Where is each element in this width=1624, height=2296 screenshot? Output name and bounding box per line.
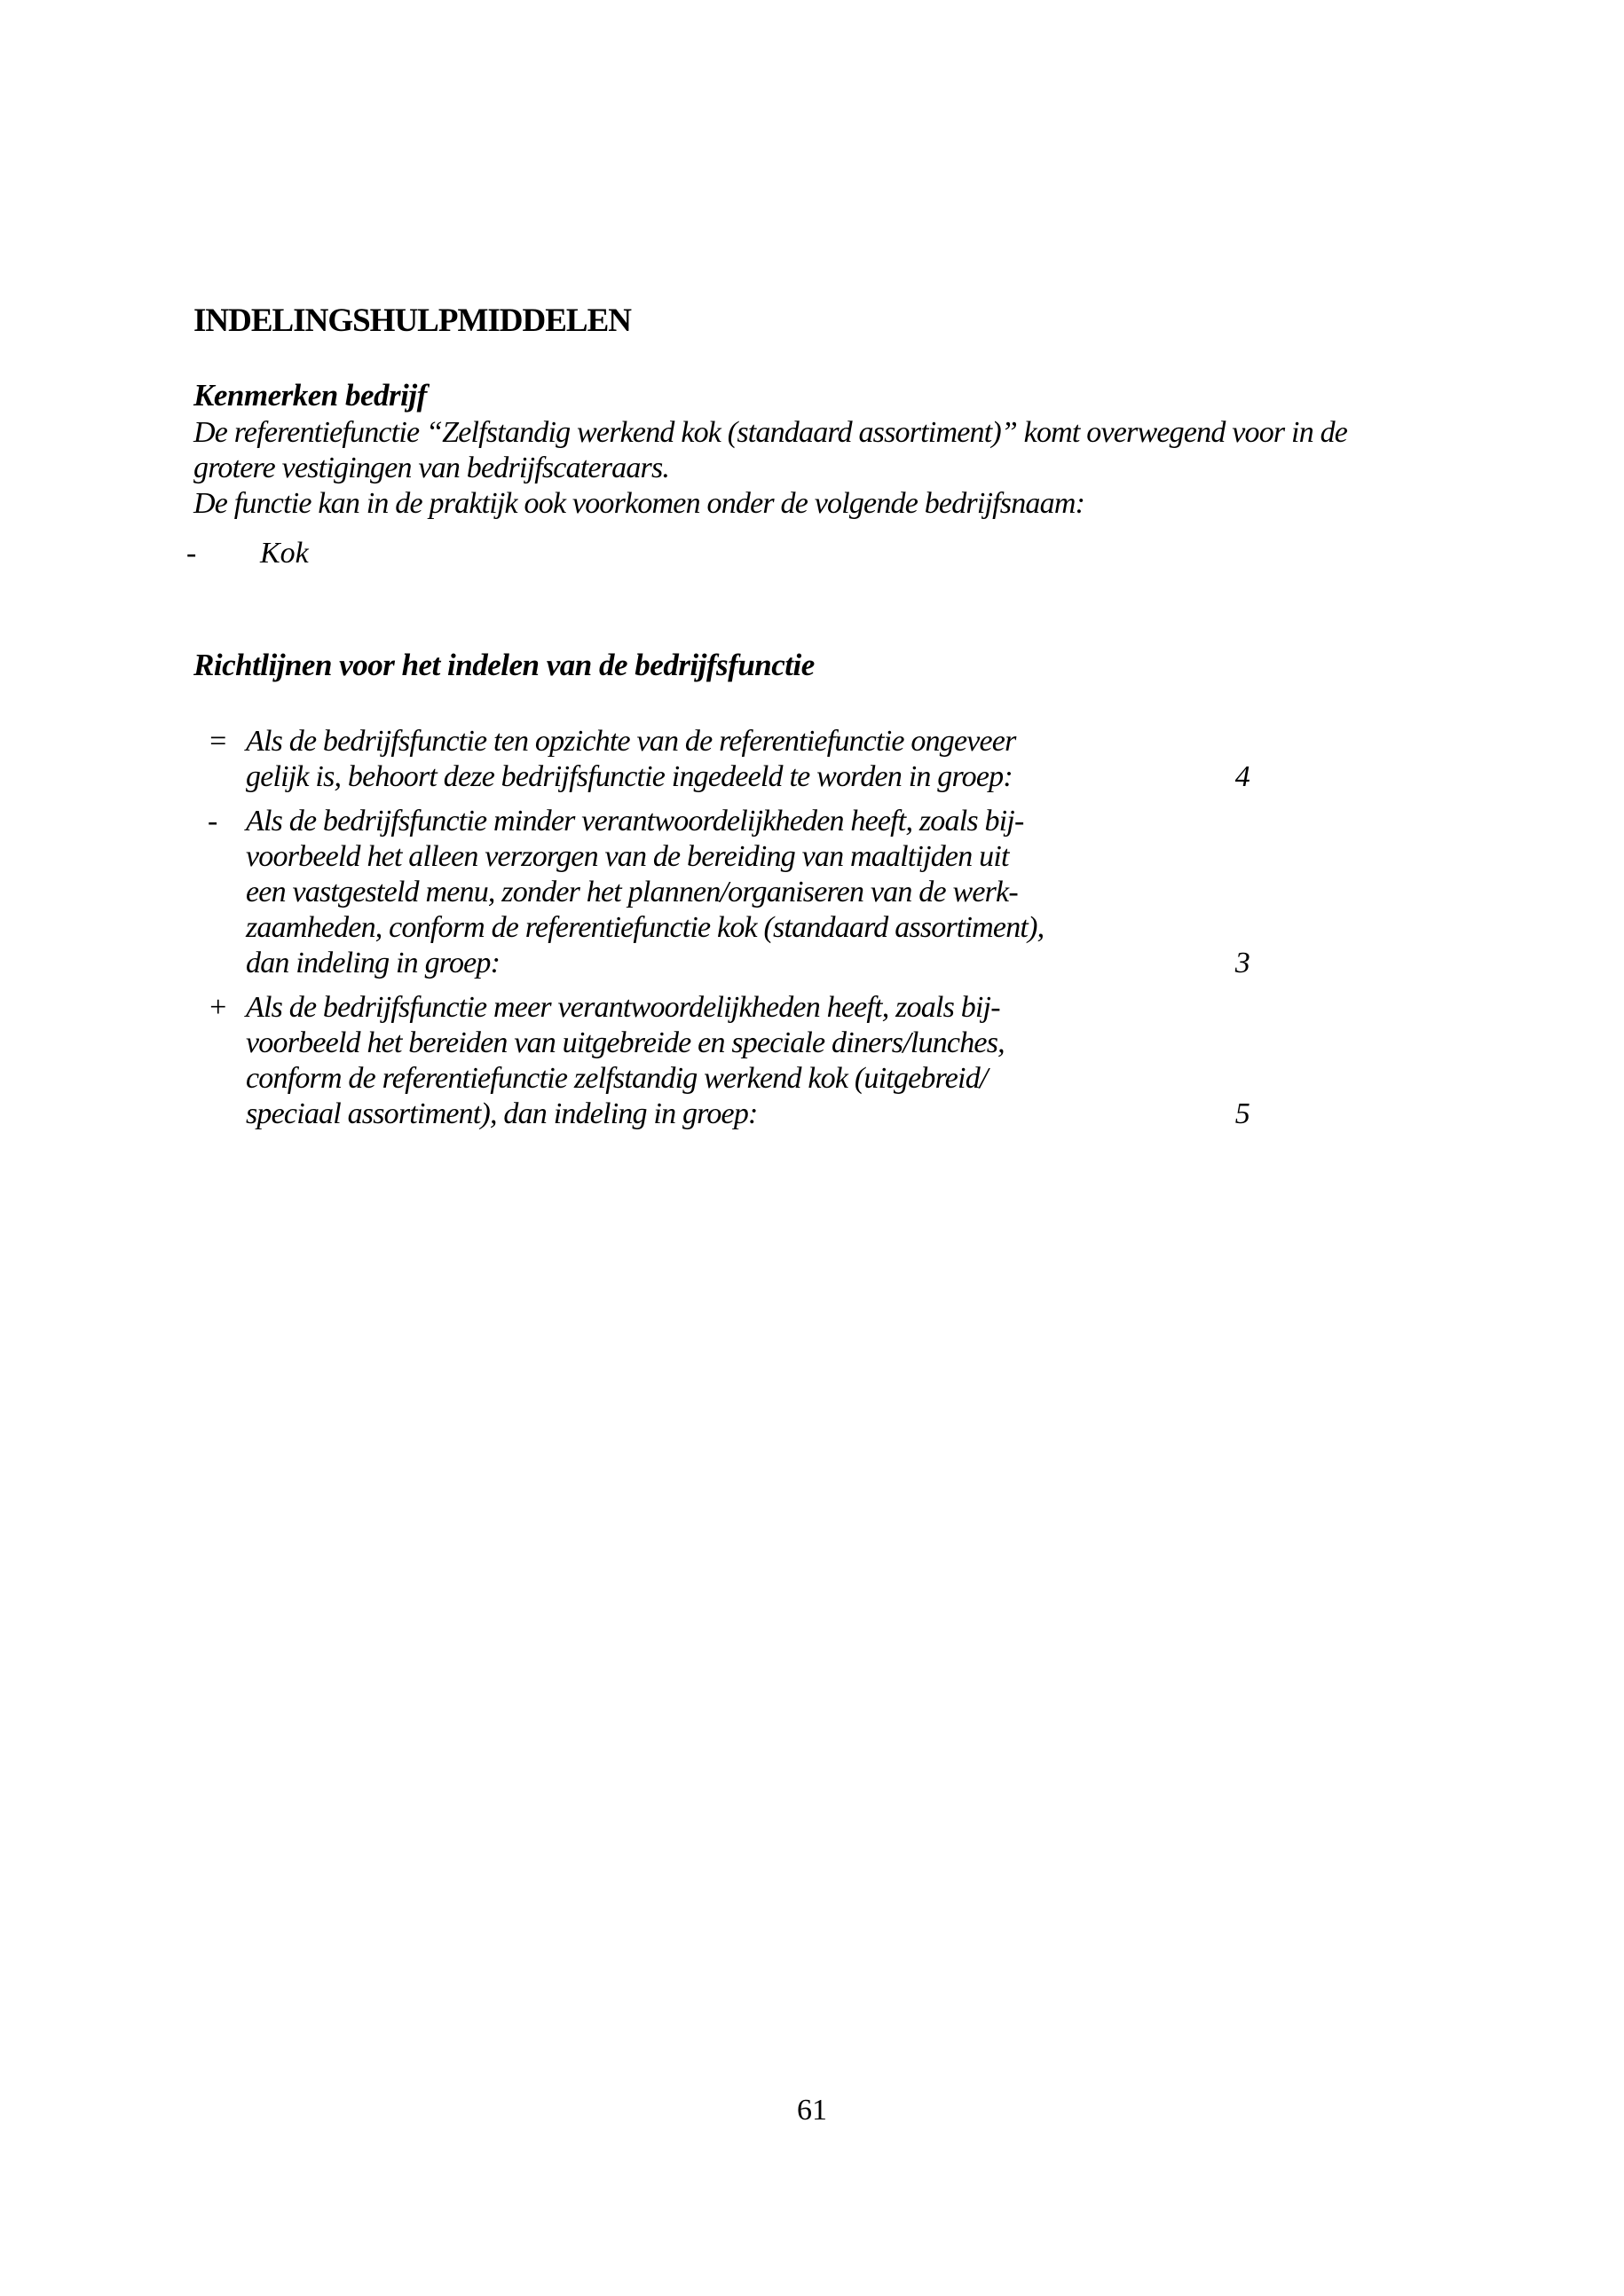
guideline-item-text: [246, 990, 1250, 1132]
bullet-dash: -: [186, 537, 197, 570]
guideline-list: [193, 724, 1250, 1141]
minus-marker: -: [208, 805, 217, 837]
guideline-line-text: dan indeling in groep:: [246, 947, 501, 979]
guideline-item-plus: [193, 990, 1250, 1132]
guideline-line-text: speciaal assortiment), dan indeling in groep:: [246, 1097, 758, 1130]
paragraph-line: De functie kan in de praktijk ook voorkomen onder de volgende bedrijfsnaam:: [193, 487, 1085, 520]
guideline-item-text: [246, 724, 1250, 795]
bedrijfsnaam-label: Kok: [260, 537, 309, 570]
section-heading-kenmerken-bedrijf: Kenmerken bedrijf: [193, 378, 427, 413]
guideline-item-minus: [193, 804, 1250, 981]
group-number: 5: [1234, 1097, 1250, 1130]
group-number: 3: [1234, 947, 1250, 979]
guideline-line: [246, 759, 1250, 795]
page-number: 61: [797, 2094, 827, 2127]
guideline-line: Als de bedrijfsfunctie meer verantwoordelijkheden heeft, zoals bij-: [246, 991, 1000, 1024]
guideline-item-equal: [193, 724, 1250, 795]
guideline-line: voorbeeld het alleen verzorgen van de bereiding van maaltijden uit: [246, 840, 1009, 873]
guideline-line-text: gelijk is, behoort deze bedrijfsfunctie ingedeeld te worden in groep:: [246, 760, 1013, 793]
group-number: 4: [1234, 760, 1250, 793]
guideline-line: voorbeeld het bereiden van uitgebreide en speciale diners/lunches,: [246, 1026, 1005, 1059]
guideline-line: Als de bedrijfsfunctie ten opzichte van de referentiefunctie ongeveer: [246, 725, 1016, 758]
guideline-line: conform de referentiefunctie zelfstandig werkend kok (uitgebreid/: [246, 1062, 988, 1095]
paragraph-line: grotere vestigingen van bedrijfscateraars.: [193, 452, 670, 484]
equal-marker: =: [208, 725, 228, 758]
section-heading-richtlijnen: Richtlijnen voor het indelen van de bedrijfsfunctie: [193, 648, 815, 682]
guideline-line: Als de bedrijfsfunctie minder verantwoordelijkheden heeft, zoals bij-: [246, 805, 1024, 837]
bedrijfsnaam-list-item: [186, 536, 309, 571]
guideline-item-text: [246, 804, 1250, 981]
kenmerken-paragraph: [193, 415, 1454, 522]
guideline-line: [246, 1097, 1250, 1132]
guideline-line: [246, 946, 1250, 981]
paragraph-line: De referentiefunctie “Zelfstandig werkend kok (standaard assortiment)” komt overwegend voor in de: [193, 416, 1348, 449]
guideline-line: zaamheden, conform de referentiefunctie kok (standaard assortiment),: [246, 911, 1045, 944]
plus-marker: +: [208, 991, 228, 1024]
page-title: INDELINGSHULPMIDDELEN: [193, 303, 631, 339]
guideline-line: een vastgesteld menu, zonder het plannen/organiseren van de werk-: [246, 876, 1018, 908]
